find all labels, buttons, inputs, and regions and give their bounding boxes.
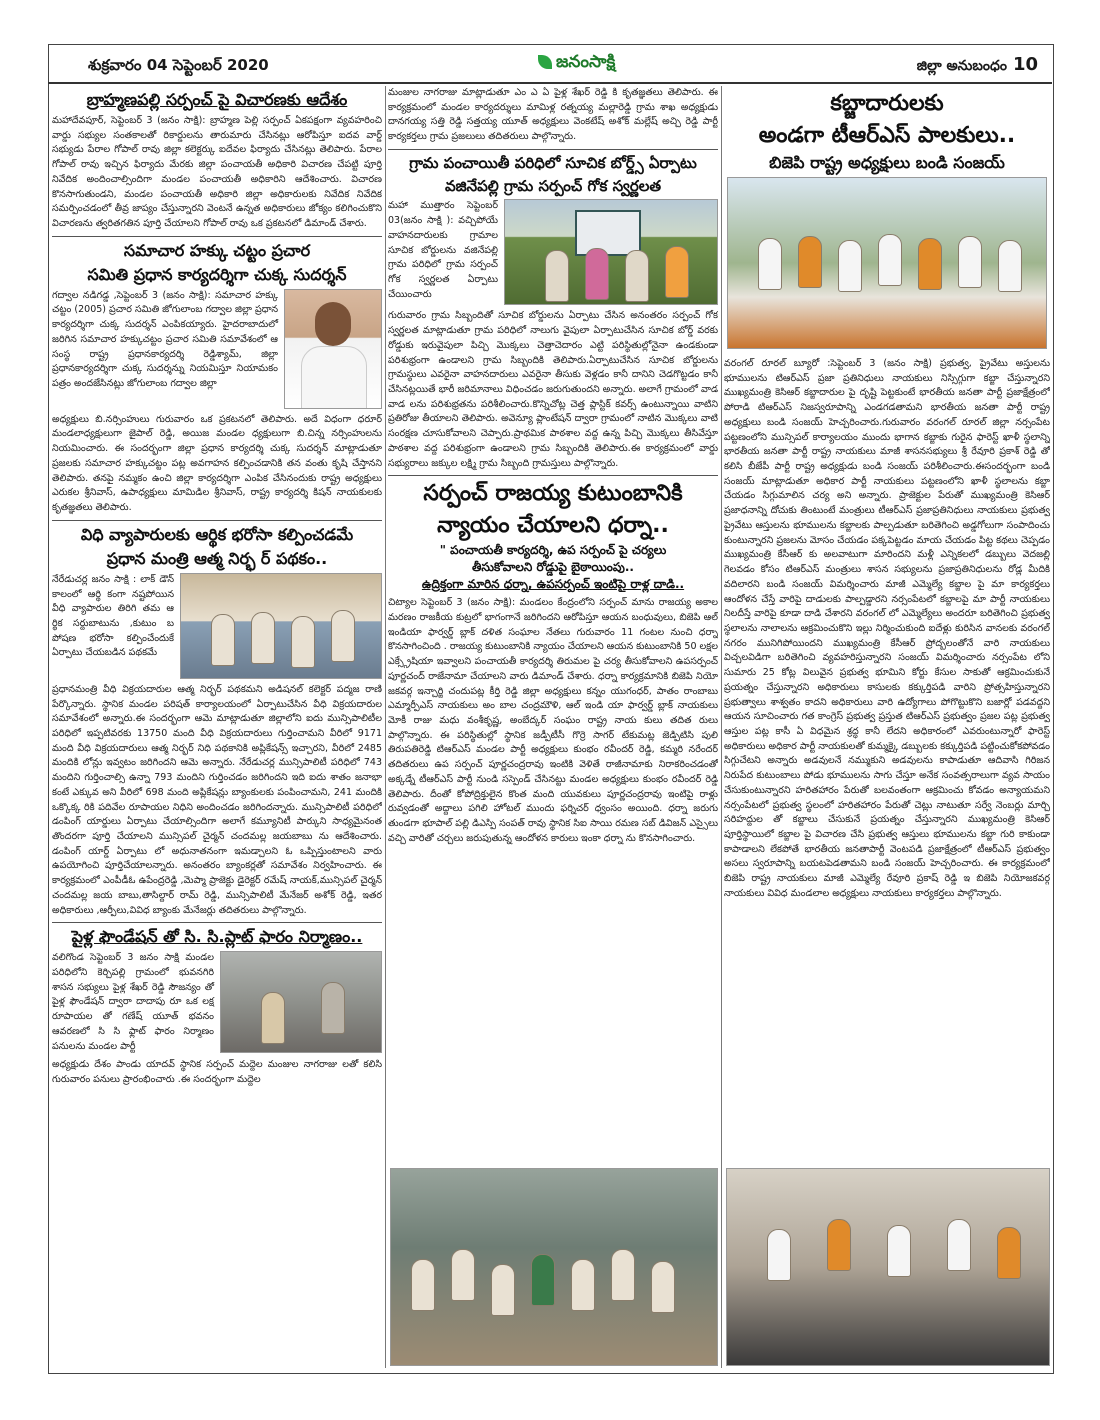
subheadline: ఉద్రిక్తంగా మారిన ధర్నా, ఉపసర్పంచ్ ఇంటిపై రాళ్ల దాడి.. bbox=[421, 577, 685, 592]
article-body: మంజుల నాగరాజు మాట్లాడుతూ ఎం ఎ ఏ పైళ్ల శేఖర్ రెడ్డి కి కృతజ్ఞతలు తెలిపారు. ఈ కార్యక్రమంలో మండల కార్యదర్శులు మామిళ్ల రత్నయ్య మల్లారెడ్డి గ్రామ శాఖ అధ్యక్షుడు దానగయ్య సత్తి రెడ్డి సత్తయ్య యూత్ అధ్యక్షులు వెంకటేష్ అశోక్ మల్లేష్ అచ్చి రెడ్డి పార్టీ కార్యకర్తలు గ్రామ ప్రజలులు తదితరులు పాల్గొన్నారు. bbox=[388, 87, 718, 143]
subheadline: తీసుకోవాలని రోడ్డుపై బైఠాయింపు.. bbox=[472, 560, 634, 575]
headline: న్యాయం చేయాలని ధర్నా.. bbox=[437, 512, 669, 538]
article-title: పైళ్ల ఫౌండేషన్ తో సి. సి.ప్లాట్ ఫారం నిర్మాణం.. bbox=[71, 927, 363, 947]
meeting-photo bbox=[180, 573, 382, 679]
article-body: వలిగొండ సెప్టెంబర్ 3 జనం సాక్షి మండల పరిధిలోని కెర్చిపల్లి గ్రామంలో భువనగిరి శాసన సభ్యులు పైళ్ల శేఖర్ రెడ్డి సౌజన్యం తో పైళ్ల ఫౌండేషన్ ద్వారా దాదాపు రూ ఒక లక్ష రూపాయల తో గణేష్ యూత్ భవనం ఆవరణలో సి సి ఫ్లాట్ ఫారం నిర్మాణం పనులను మండల పార్టీ bbox=[52, 952, 214, 1052]
column-divider bbox=[721, 86, 722, 1368]
article-body: మహా ముత్తారం సెప్టెంబర్ 03(జనం సాక్షి ): వచ్చిపోయే వాహనదారులకు గ్రామాల సూచిక బోర్డులను వజినేపల్లి గ్రామ పరిధిలో గ్రామ సర్పంచ్ గోక స్వర్ణలత ఏర్పాటు చేయించారు bbox=[388, 200, 498, 300]
article-body: మహాదేవపూర్, సెప్టెంబర్ 3 (జనం సాక్షి): బ్రాహ్మణ పెల్లి సర్పంచ్ ఏకపక్షంగా వ్యవహరించి వార్డు సభ్యుల సంతకాలతో రికార్డులను తారుమారు చేసినట్లు ఆరోపిస్తూ ఐదవ వార్డ్ సభ్యుడు పేరాల గోపాల్ రావు జిల్లా కలెక్టర్కు ఐదేవల ఫిర్యాదు చేసినట్లు తెలిపారు. పేరాల గోపాల్ రావు ఇచ్చిన ఫిర్యాదు మేరకు జిల్లా పంచాయతీ అధికారి విచారణ చేపట్టి పూర్తి నివేదిక అందించాల్సిందిగా మండల పంచాయతీ అధికారిని ఆదేశించారు. విచారణ కొనసాగుతుండని, మండల పంచాయతీ అధికారి జిల్లా అధికారులకు నివేదిక నివేదిక సమర్పించడంలో తీవ్ర జాప్యం చేస్తున్నారని వెంటనే ఉన్నత అధికారులు జోక్యం కలిగించుకొని విచారణను త్వరితగతిన పూర్తి చేయాలని గోపాల్ రావు ఒక ప్రకటనలో డిమాండ్ చేశారు. bbox=[52, 115, 382, 230]
dharna-photo bbox=[390, 1168, 718, 1366]
article-body: ప్రధానమంత్రి వీధి విక్రయదారుల ఆత్మ నిర్భర్ పథకమని అడిషనల్ కలెక్టర్ పద్మజ రాణి పేర్కొన్నారు. స్థానిక మండల పరిషత్ కార్యాలయంలో ఏర్పాటుచేసిన వీధి విక్రయదారుల సమావేశంలో అన్నారు.ఈ సందర్భంగా ఆమె మాట్లాడుతూ జిల్లాలోని ఐదు మున్సిపాలిటీల పరిధిలో ఇప్పటివరకు 13750 మంది వీధి విక్రయదారులు గుర్తించామని వీరిలో 9171 మంది వీధి విక్రయదారులు ఆత్మ నిర్భర్ నిధి పథకానికి అప్లికేషన్స్ ఇచ్చారని, వీరిలో 2485 మందికి లోన్లు ఇవ్వటం జరిగిందని ఆమె అన్నారు. నేరేడుచర్ల మున్సిపాలిటీ పరిధిలో 743 మందిని గుర్తించాల్సి ఉన్నా 793 మందిని గుర్తించడం జరిగిందని ఇది ఐదు శాతం జనాభా కంటే ఎక్కువ అని వీరిలో 698 మంది అప్లికేషన్లు బ్యాంకులకు పంపించామని, 241 మందికి ఒక్కొక్క రికి పదివేల రూపాయల నిధిని అందించడం జరిగిందన్నారు. మున్సిపాలిటీ పరిధిలో డంపింగ్ యార్డులు ఏర్పాటు చేయాల్సిందిగా అలాగే కమ్యూనిటీ పార్కుని సాధ్యమైనంత తొందరగా పూర్తి చేయాలని మున్సిపల్ చైర్మన్ చందమల్ల జయబాబు ను ఆదేశించారు. డంపింగ్ యార్డ్ ఏర్పాటు లో అధునాతనంగా ఇమడ్చాలని ఓ ఒప్పిస్తుంటాలని వారు ఉపయోగించి పూర్తిచేయాలన్నారు. అనంతరం బ్యాంకర్లతో సమావేశం నిర్వహించారు. ఈ కార్యక్రమంలో ఎంపీడీఓ ఉపేంద్రరెడ్డి ,మెప్మా ప్రాజెక్టు డైరెక్టర్ రమేష్ నాయక్,మున్సిపల్ చైర్మన్ చందమల్ల జయ బాబు,తాసిల్దార్ రామ్ రెడ్డి, మున్సిపాలిటీ మేనేజర్ అశోక్ రెడ్డి, ఇతర అధికారులు ,ఆర్పీలు,వివిధ బ్యాంకు మేనేజర్లు తదితరులు పాల్గొన్నారు. bbox=[52, 683, 382, 916]
divider bbox=[52, 922, 382, 923]
article-body: గద్వాల నడిగడ్డ ,సెప్టెంబర్ 3 (జనం సాక్షి): సమాచార హక్కు చట్టం (2005) ప్రచార సమితి జోగులాంబ గద్వాల జిల్లా ప్రధాన కార్యదర్శిగా చుక్క సుదర్శన్ ఎంపికయ్యారు. హైదరాబాదులో జరిగిన సమాచార హక్కుచట్టం ప్రచార సమితి సమావేశంలో ఆ సంస్థ రాష్ట్ర ప్రధానకార్యదర్శి రెడ్డిశ్యామ్, జిల్లా ప్రధానకార్యదర్శిగా చుక్క సుదర్శన్ను నియమిస్తూ నియామకం పత్రం అందజేసినట్లు జోగులాంబ గద్వాల జిల్లా bbox=[52, 289, 278, 390]
article-title: సమాచార హక్కు చట్టం ప్రచార bbox=[123, 240, 311, 260]
headline: అండగా టీఆర్ఎస్ పాలకులు.. bbox=[758, 122, 1016, 148]
article-body: గురువారం గ్రామ సిబ్బందితో సూచిక బోర్డులను ఏర్పాటు చేసిన అనంతరం సర్పంచ్ గోక స్వర్ణలత మాట్లాడుతూ గ్రామ పరిధిలో నాలుగు వైపులా ఏర్పాటుచేసిన సూచిక బోర్డ్ వరకు రోడ్డుకు ఇరువైపులా పిచ్చి మొక్కలు చెత్తాచెదారం ఎట్టి పరిస్థితుల్లోనైనా ఉండకుండా పరిశుభ్రంగా ఉండాలని గ్రామ సిబ్బందికి తెలిపారు.ఏర్పాటుచేసిన సూచిక బోర్డులను గ్రామస్థులు ఎవరైనా వాహనదారులు ఎవరైనా తీసుకు వెళ్లడం కానీ దానిని చెడగొట్టడం కానీ చేసినట్లయితే భారీ జరిమానాలు విధించడం జరుగుతుందని అన్నారు. అలాగే గ్రామంలో వాడ వాడ లను పరిశుభ్రతను పరిశీలించారు.కొన్నిచోట్ల చెత్త ప్లాస్టిక్ కవర్స్ ఉంటున్నాయి వాటిని ప్రతిరోజు తీయాలని తెలిపారు. అవెన్యూ ప్లాంటేషన్ ద్వారా గ్రామంలో నాటిన మొక్కలు వాటి సంరక్షణ చూసుకోవాలని చెప్పారు.ప్రాథమిక పాఠశాల వద్ద ఉన్న పిచ్చి మొక్కలు తీసివేస్తూ పాఠశాల వద్ద పరిశుభ్రంగా ఉండాలని గ్రామ సిబ్బందికి తెలిపారు.ఈ కార్యక్రమంలో వార్డు సభ్యురాలు జక్కుల లక్ష్మి గ్రామ సిబ్బంది గ్రామస్తులు పాల్గొన్నారు. bbox=[388, 310, 718, 469]
divider bbox=[52, 520, 382, 521]
page-info bbox=[917, 54, 1038, 77]
inspection-photo bbox=[727, 177, 1047, 349]
article-title: విధి వ్యాపారులకు ఆర్థిక భరోసా కల్పించడమే bbox=[80, 524, 354, 544]
article-title: సమితి ప్రధాన కార్యదర్శిగా చుక్క సుదర్శన్ bbox=[87, 264, 347, 284]
signboard-photo bbox=[504, 199, 718, 305]
leaf-icon bbox=[538, 55, 552, 69]
press-meet-photo bbox=[726, 1168, 1050, 1366]
article-title: బ్రాహ్మణపల్లి సర్పంచ్ పై విచారణకు ఆదేశం bbox=[86, 90, 348, 109]
subheadline: " పంచాయతీ కార్యదర్శి, ఉప సర్పంచ్ పై చర్యలు bbox=[439, 543, 667, 558]
article-body: చిట్యాల సెప్టెంబర్ 3 (జనం సాక్షి): మండలం కేంద్రంలోని సర్పంచ్ మాను రాజయ్య అకాల మరణం రాజకీయ కుట్రలో భాగంగానే జరిగిందని ఆరోపిస్తూ ఆయన బంధువులు, బిజెపి ఆల్ ఇండియా ఫార్వర్డ్ బ్లాక్ దళిత సంఘాల నేతలు గురువారం 11 గంటల నుంచి ధర్నా కొనసాగించింది . రాజయ్య కుటుంబానికి న్యాయం చేయాలని ఆయన కుటుంబానికి 50 లక్షల ఎక్స్గ్రేషియా ఇవ్వాలని పంచాయతీ కార్యదర్శి తిరుమల పై చర్య తీసుకోవాలని ఉపసర్పంచ్ పూర్ణచంద్ రాజేనామా చేయాలని వారు డిమాండ్ చేశారు. ధర్నా కార్యక్రమానికి బిజెపి నియో జకవర్గ ఇన్చార్జి చందుపట్ల కీర్తి రెడ్డి జిల్లా అధ్యక్షులు కన్నం యుగంధర్, పాతం రాంబాబు ఎమ్మార్పీఎస్ నాయకులు అం బాల చంద్రమౌళి, ఆల్ ఇండి యా ఫార్వర్డ్ బ్లాక్ నాయకులు మోకీ రాజు మధు వంశీకృష్ణ, అంబేద్కర్ సంఘం రాష్ట్ర నాయ కులు తదిత రులు పాల్గొన్నారు. ఈ పరిస్థితుల్లో స్థానిక జడ్పీటీసీ గొర్రె సాగర్ టేకుమట్ల జెడ్పిటిసి పులి తిరుపతిరెడ్డి టిఆర్ఎస్ మండల పార్టీ అధ్యక్షులు కుంభం రవీందర్ రెడ్డి, కమ్మరి నరేందర్ తదితరులు ఉప సర్పంచ్ పూర్ణచంద్రరావు ఇంటికి వెళితే రాజీనామాకు నిరాకరించడంతో అక్కడ్నే టీఆర్ఎస్ పార్టీ నుండి సస్పెండ్ చేసినట్టు మండల అధ్యక్షులు కుంభం రవీందర్ రెడ్డి తెలిపారు. దీంతో కోపోద్రిక్తులైన కొంత మంది యువకులు పూర్ణచంద్రరావు ఇంటిపై రాళ్లు రువ్వడంతో అద్దాలు పగిలి హోటల్ ముందు ఫర్నిచర్ ధ్వంసం అయింది. ధర్నా జరుగు తుండగా భూపాల్ పల్లి డిఎస్పి సంపత్ రావు స్థానిక సిఐ సాయి రమణ సబ్ డివిజన్ ఎస్సైలు వచ్చి వారితో చర్చలు జరుపుతున్న ఆందోళన కారులు ఇంకా ధర్నా ను కొనసాగించారు. bbox=[388, 597, 718, 844]
article-body: అధ్యక్షుడు దేశం పాండు యాదవ్ స్థానిక సర్పంచ్ మద్దెల మంజుల నాగరాజు లతో కలిసి గురువారం పనులు ప్రారంభించారు .ఈ సందర్భంగా మద్దెల bbox=[52, 1059, 382, 1086]
divider bbox=[388, 149, 718, 150]
subheadline: బిజెపి రాష్ట్ర అధ్యక్షులు బండి సంజయ్ bbox=[769, 153, 1005, 172]
masthead-logo bbox=[538, 52, 615, 76]
page-header bbox=[48, 48, 1052, 84]
portrait-photo bbox=[284, 289, 382, 409]
column-divider bbox=[385, 86, 386, 1368]
article-body: వరంగల్ రూరల్ బ్యూరో :సెప్టెంబర్ 3 (జనం సాక్షి) ప్రభుత్వ, ప్రైవేటు అస్తులను భూములను టిఆర్ఎస్ ప్రజా ప్రతినిధులు నాయకులు నిస్సిగ్గుగా కబ్జా చేస్తున్నారని ముఖ్యమంత్రి కెసిఆర్ కబ్జాదారుల పై దృష్టి పెట్టకుంటే భారతీయ జనతా పార్టీ ప్రజాక్షేత్రంలో పోరాడి టిఆర్ఎస్ నిజస్వరూపాన్ని ఎండగడతామని భారతీయ జనతా పార్టీ రాష్ట్ర అధ్యక్షులు బండి సంజయ్ హెచ్చరించారు.గురువారం వరంగల్ రూరల్ జిల్లా నర్సంపేట పట్టణంలోని మున్సిపల్ కార్యాలయం ముందు భాగాన కబ్జాకు గురైన ఫారెస్ట్ ఖాళీ స్థలాన్ని భారతీయ జనతా పార్టీ రాష్ట్ర నాయకులు మాజీ శాసనసభ్యులు శ్రీ రేవూరి ప్రకాశ్ రెడ్డి తో కలిసి బీజేపీ పార్టీ రాష్ట్ర అధ్యక్షుడు బండి సంజయ్ పరిశీలించారు.ఈసందర్భంగా బండి సంజయ్ మాట్లాడుతూ అధికార పార్టీ నాయకులు పట్టణంలోని ఖాళీ స్థలాలను కబ్జా చేయడం సిగ్గుమాలిన చర్య అని అన్నారు. ప్రాజెక్టుల పేరుతో ముఖ్యమంత్రి కెసిఆర్ ప్రజాధనాన్ని దోచుకు తింటుంటే మంత్రులు టీఆర్ఎస్ ప్రజాప్రతినిధులు నాయకులు ప్రభుత్వ ప్రైవేటు ఆస్తులను భూములను కబ్జాలకు పాల్పడుతూ బరితెగించి అడ్డగోలుగా సంపాదించు కుంటున్నారని ప్రజలను మోసం చేయడం పక్కపెట్టడం మాయ చేయడం పిట్ట కథలు చెప్పడం ముఖ్యమంత్రి కేసీఆర్ కు అలవాటుగా మారిందని మళ్లీ ఎన్నికలలో డబ్బులు వెదజల్లి గెలవడం కోసం టిఆర్ఎస్ మంత్రులు శాసన సభ్యులను ప్రజాప్రతినిధులను రోడ్ల మీదికి వదిలారని బండి సంజయ్ విమర్శించారు మాజీ ఎమ్మెల్యే కబ్జాల పై మా కార్యకర్తలు ఆందోళన చేస్తే వారిపై దాడులకు పాల్పడ్డారని నర్సంపేటలో కబ్జాలపై మా పార్టీ నాయకులు నిలదీస్తే వారిపై కూడా దాడి చేశారని వరంగల్ లో ఎమ్మెల్యేలు అందరూ బరితెగించి ప్రభుత్వ స్థలాలను నాలాలను ఆక్రమించుకొని ఇల్లు నిర్మించుకుంది ఐదేళ్లు కురిసిన వానలకు వరంగల్ నగరం మునిగిపోయిందని ముఖ్యమంత్రి కేసీఆర్ ప్రోద్బలంతోనే వారి నాయకులు విచ్చలవిడిగా బరితెగించి వ్యవహరిస్తున్నారని సంజయ్ విమర్శించారు నర్సంపేట లోని సుమారు 25 కోట్ల విలువైన ప్రభుత్వ భూమిని కోర్టు కేసుల సాకుతో ఆక్రమించుకునే ప్రయత్నం చేస్తున్నారని అధికారులు కాసులకు కక్కుర్తిపడి వారిని ప్రోత్సహిస్తున్నారని ప్రభుత్వాలు శాశ్వతం కాదని అధికారులు వారి ఉద్యోగాలు పోగొట్టుకొని బజార్లో పడవద్దని ఆయన సూచించారు గత కాంగ్రెస్ ప్రభుత్వ ప్రస్తుత టిఆర్ఎస్ ప్రభుత్వం ప్రజల పట్ల ప్రభుత్వ ఆస్తుల పట్ల కాసీ ఏ విధమైన శ్రద్ధ కానీ లేదని అధికారంలో ఎవరుంటున్నారో ఫారెస్ట్ అధికారులు అధికార పార్టీ నాయకులతో కుమ్మక్కై డబ్బులకు కక్కుర్తిపడి పట్టించుకోకపోవడం సిగ్గుచేటని అన్నారు అడవులనే నమ్ముకుని అడవులను కాపాడుతూ ఆదివాసి గిరిజన నిరుపేద కుటుంబాలు పోడు భూములను సాగు చేస్తూ అనేక సంవత్సరాలుగా వ్యవ సాయం చేసుకుంటున్నారని హరితహారం పేరుతో బలవంతంగా ఆక్రమించు కోవడం అన్యాయమని నర్సంపేటలో ప్రభుత్వ స్థలంలో హరితహారం పేరుతో చెట్లు నాటుతూ సర్వే నెంబర్లు మార్చి సరిహద్దుల తో కబ్జాలు చేసుకునే ప్రయత్నం చేస్తున్నారని ముఖ్యమంత్రి కెసిఆర్ పూర్తిస్థాయిలో కబ్జాల పై విచారణ చేసి ప్రభుత్వ ఆస్తులు భూములను కబ్జా గురి కాకుండా కాపాడాలని లేకపోతే భారతీయ జనతాపార్టీ వెంటపడి ప్రజాక్షేత్రంలో టీఆర్ఎస్ ప్రభుత్వం అసలు స్వరూపాన్ని బయటపెడతామని బండి సంజయ్ హెచ్చరించారు. ఈ కార్యక్రమంలో బిజెపి రాష్ట్ర నాయకులు మాజీ ఎమ్మెల్యే రేవూరి ప్రకాష్ రెడ్డి ఇ బిజెపి నియోజకవర్గ నాయకులు వివిధ మండలాల అధ్యక్షులు నాయకులు కార్యకర్తలు పాల్గొన్నారు. bbox=[724, 358, 1050, 899]
article-title: ప్రధాన మంత్రి ఆత్మ నిర్భ ర్ పథకం.. bbox=[106, 548, 328, 568]
logo-text: జనంసాక్షి bbox=[556, 52, 616, 72]
article-title: గ్రామ పంచాయితీ పరిధిలో సూచిక బోర్డ్స్ ఏర్పాటు bbox=[409, 153, 697, 172]
divider bbox=[388, 475, 718, 476]
section-name: జిల్లా అనుబంధం bbox=[916, 58, 1007, 74]
article-title: వజినేపల్లి గ్రామ సర్పంచ్ గోక స్వర్ణలత bbox=[444, 176, 662, 195]
issue-date: శుక్రవారం 04 సెప్టెంబర్ 2020 bbox=[88, 56, 269, 74]
divider bbox=[52, 236, 382, 237]
column-left bbox=[52, 86, 382, 1366]
article-body: నేరేడుచర్ల జనం సాక్షి : లాక్ డౌన్ కాలంలో ఆర్థి కంగా నష్టపోయిన వీధి వ్యాపారుల తిరిగి తమ ఆ ర్థిక సర్దుబాటును ,కుటుం బ పోషణ భరోసా కల్పించేందుకే ఏర్పాటు చేయబడిన పథకమే bbox=[52, 573, 174, 659]
headline: కబ్జాదారులకు bbox=[830, 91, 944, 116]
article-body: అధ్యక్షులు బి.నర్సింహులు గురువారం ఒక ప్రకటనలో తెలిపారు. అదే విధంగా ధరూర్ మండలాధ్యక్షులుగా జైపాల్ రెడ్డి, అయిజ మండల ధ్యక్షులుగా బి.చిన్న నర్సింహులను నియమించారు. ఈ సందర్భంగా జిల్లా ప్రధాన కార్యదర్శి చుక్క సుదర్శన్ మాట్లాడుతూ ప్రజలకు సమాచార హక్కుచట్టం పట్ల అవగాహన కల్పించడానికి తన వంతు కృషి చేస్తానని తెలిపారు. తనపై నమ్మకం ఉంచి జిల్లా కార్యదర్శిగా ఎంపిక చేసినందుకు రాష్ట్ర అధ్యక్షులు ఎరుకల శ్రీనివాస్, ఉపాధ్యక్షులు మామిడిల శ్రీనివాస్, రాష్ట్ర కార్యదర్శి కిషన్ నాయకులకు కృతజ్ఞతలు తెలిపారు. bbox=[52, 413, 382, 514]
headline: సర్పంచ్ రాజయ్య కుటుంబానికి bbox=[423, 481, 683, 507]
page-number: 10 bbox=[1012, 54, 1038, 75]
construction-photo bbox=[220, 951, 382, 1053]
